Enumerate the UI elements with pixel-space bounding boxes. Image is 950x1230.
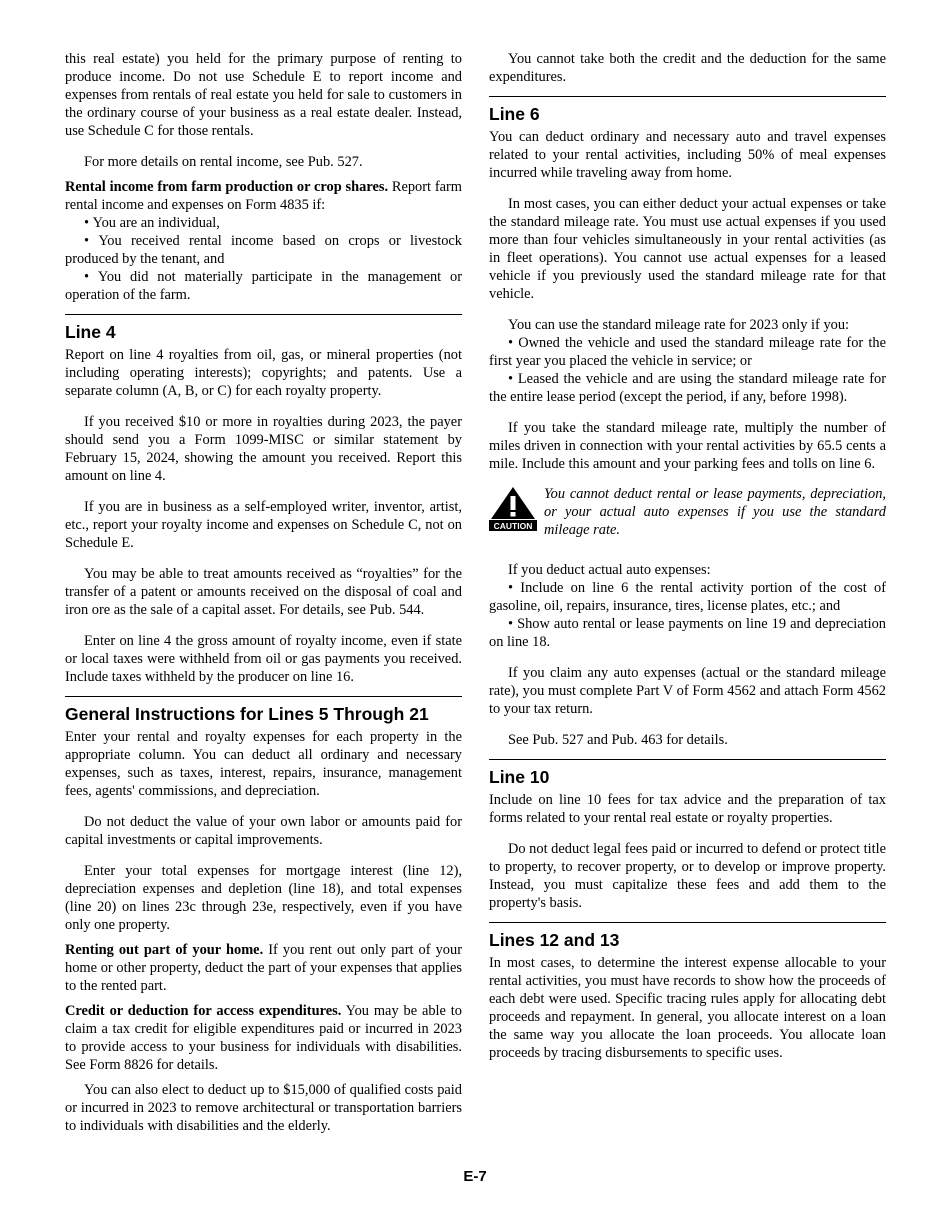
bullet-item: • You received rental income based on crops or livestock produced by the tenant, and: [65, 233, 462, 267]
paragraph: Include on line 10 fees for tax advice and the preparation of tax forms related to your rental real estate or royalty properties.: [489, 792, 886, 826]
paragraph: For more details on rental income, see Pub. 527.: [84, 154, 363, 170]
run-in-heading: Renting out part of your home.: [65, 942, 264, 958]
section-heading-lines-12-13: Lines 12 and 13: [489, 930, 620, 950]
paragraph: Enter your total expenses for mortgage interest (line 12), depreciation expenses and depletion (line 18), and total expenses (line 20) on lines 23c through 23e, respectively, even if you have only one property.: [65, 863, 462, 933]
paragraph: If you take the standard mileage rate, multiply the number of miles driven in connection with your rental activities by 65.5 cents a mile. Include this amount and your parking fees and tolls on line 6.: [489, 420, 886, 472]
paragraph: In most cases, to determine the interest expense allocable to your rental activities, you must have records to show how the proceeds of each debt were used. Specific tracing rules apply for allocating debt proceeds and repayment. In general, you allocate interest on a loan the same way you allocate the loan proceeds. You allocate loan proceeds by tracing disbursements to specific uses.: [489, 955, 886, 1061]
paragraph: Rental income from farm production or crop shares. Report farm rental income and expenses on Form 4835 if:: [65, 179, 462, 213]
caution-icon: [489, 485, 539, 539]
bullet-item: • Include on line 6 the rental activity portion of the cost of gasoline, oil, repairs, insurance, tires, license plates, etc.; and: [489, 580, 886, 614]
section-divider: [489, 759, 886, 760]
paragraph: Credit or deduction for access expenditures. You may be able to claim a tax credit for eligible expenditures paid or incurred in 2023 to provide access to your business for individuals with disabilities. See Form 8826 for details.: [65, 1003, 462, 1073]
caution-text: You cannot deduct rental or lease payments, depreciation, or your actual auto expenses if you use the standard mileage rate.: [544, 486, 886, 538]
bullet-icon: •: [508, 371, 518, 387]
section-heading-general-instructions: General Instructions for Lines 5 Through 21: [65, 704, 429, 724]
section-divider: [489, 96, 886, 97]
run-in-heading: Credit or deduction for access expenditures.: [65, 1003, 342, 1019]
paragraph: If you claim any auto expenses (actual or the standard mileage rate), you must complete Part V of Form 4562 and attach Form 4562 to your tax return.: [489, 665, 886, 717]
left-column: [65, 50, 462, 1135]
paragraph: If you received $10 or more in royalties during 2023, the payer should send you a Form 1099-MISC or similar statement by February 15, 2024, showing the amount you received. Report this amount on line 4.: [65, 414, 462, 484]
paragraph: In most cases, you can either deduct your actual expenses or take the standard mileage rate. You must use actual expenses if you used more than four vehicles simultaneously in your rental activities (as in fleet operations). You cannot use actual expenses for a leased vehicle if you previously used the standard mileage rate for that vehicle.: [489, 196, 886, 302]
section-heading-line-6: Line 6: [489, 104, 540, 124]
bullet-icon: •: [508, 335, 519, 351]
bullet-item: • You are an individual,: [84, 215, 220, 231]
section-divider: [65, 696, 462, 697]
section-heading-line-10: Line 10: [489, 767, 550, 787]
paragraph: If you deduct actual auto expenses:: [508, 562, 711, 578]
paragraph: Report on line 4 royalties from oil, gas, or mineral properties (not including operating interests); copyrights; and patents. Use a separate column (A, B, or C) for each royalty property.: [65, 347, 462, 399]
paragraph: Do not deduct the value of your own labor or amounts paid for capital investments or capital improvements.: [65, 814, 462, 848]
paragraph: See Pub. 527 and Pub. 463 for details.: [508, 732, 728, 748]
paragraph: You may be able to treat amounts received as “royalties” for the transfer of a patent or amounts received on the disposal of coal and iron ore as the sale of a capital asset. For details, see Pub. 544.: [65, 566, 462, 618]
bullet-icon: •: [508, 580, 521, 596]
caution-label: CAUTION: [493, 521, 533, 531]
run-in-heading: Rental income from farm production or crop shares.: [65, 179, 389, 195]
right-column: [489, 50, 886, 1062]
bullet-icon: •: [508, 616, 518, 632]
paragraph: this real estate) you held for the primary purpose of renting to produce income. Do not use Schedule E to report income and expenses from rentals of real estate you held for sale to customers in the ordinary course of your business as a real estate dealer. Instead, use Schedule C for those rentals.: [65, 51, 462, 139]
bullet-item: • Show auto rental or lease payments on line 19 and depreciation on line 18.: [489, 616, 887, 650]
section-heading-line-4: Line 4: [65, 322, 116, 342]
bullet-icon: •: [84, 269, 98, 285]
paragraph: You cannot take both the credit and the deduction for the same expenditures.: [489, 51, 886, 85]
paragraph: Renting out part of your home. If you rent out only part of your home or other property, deduct the part of your expenses that applies to the rented part.: [65, 942, 462, 994]
paragraph: Enter on line 4 the gross amount of royalty income, even if state or local taxes were withheld from oil or gas payments you received. Include taxes withheld by the producer on line 16.: [65, 633, 462, 685]
caution-triangle-icon: [489, 485, 537, 531]
page-number: E-7: [463, 1168, 487, 1185]
paragraph: If you are in business as a self-employed writer, inventor, artist, etc., report your royalty income and expenses on Schedule C, not on Schedule E.: [65, 499, 462, 551]
bullet-icon: •: [84, 215, 93, 231]
bullet-item: • Owned the vehicle and used the standard mileage rate for the first year you placed the vehicle in service; or: [489, 335, 886, 369]
paragraph: Enter your rental and royalty expenses for each property in the appropriate column. You can deduct all ordinary and necessary expenses, such as taxes, interest, repairs, insurance, management fees, agents' commissions, and depreciation.: [65, 729, 462, 799]
section-divider: [489, 922, 886, 923]
caution-note: [489, 485, 886, 539]
paragraph: You can use the standard mileage rate for 2023 only if you:: [508, 317, 850, 333]
paragraph: Do not deduct legal fees paid or incurred to defend or protect title to property, to recover property, or to develop or improve property. Instead, you must capitalize these fees and add them to the property's basis.: [489, 841, 887, 911]
paragraph: You can deduct ordinary and necessary auto and travel expenses related to your rental activities, including 50% of meal expenses incurred while traveling away from home.: [489, 129, 886, 181]
bullet-item: • You did not materially participate in the management or operation of the farm.: [65, 269, 462, 303]
bullet-item: • Leased the vehicle and are using the standard mileage rate for the entire lease period (except the period, if any, before 1998).: [489, 371, 886, 405]
bullet-icon: •: [84, 233, 99, 249]
section-divider: [65, 314, 462, 315]
paragraph: You can also elect to deduct up to $15,000 of qualified costs paid or incurred in 2023 to remove architectural or transportation barriers to individuals with disabilities and the elderly.: [65, 1082, 462, 1134]
